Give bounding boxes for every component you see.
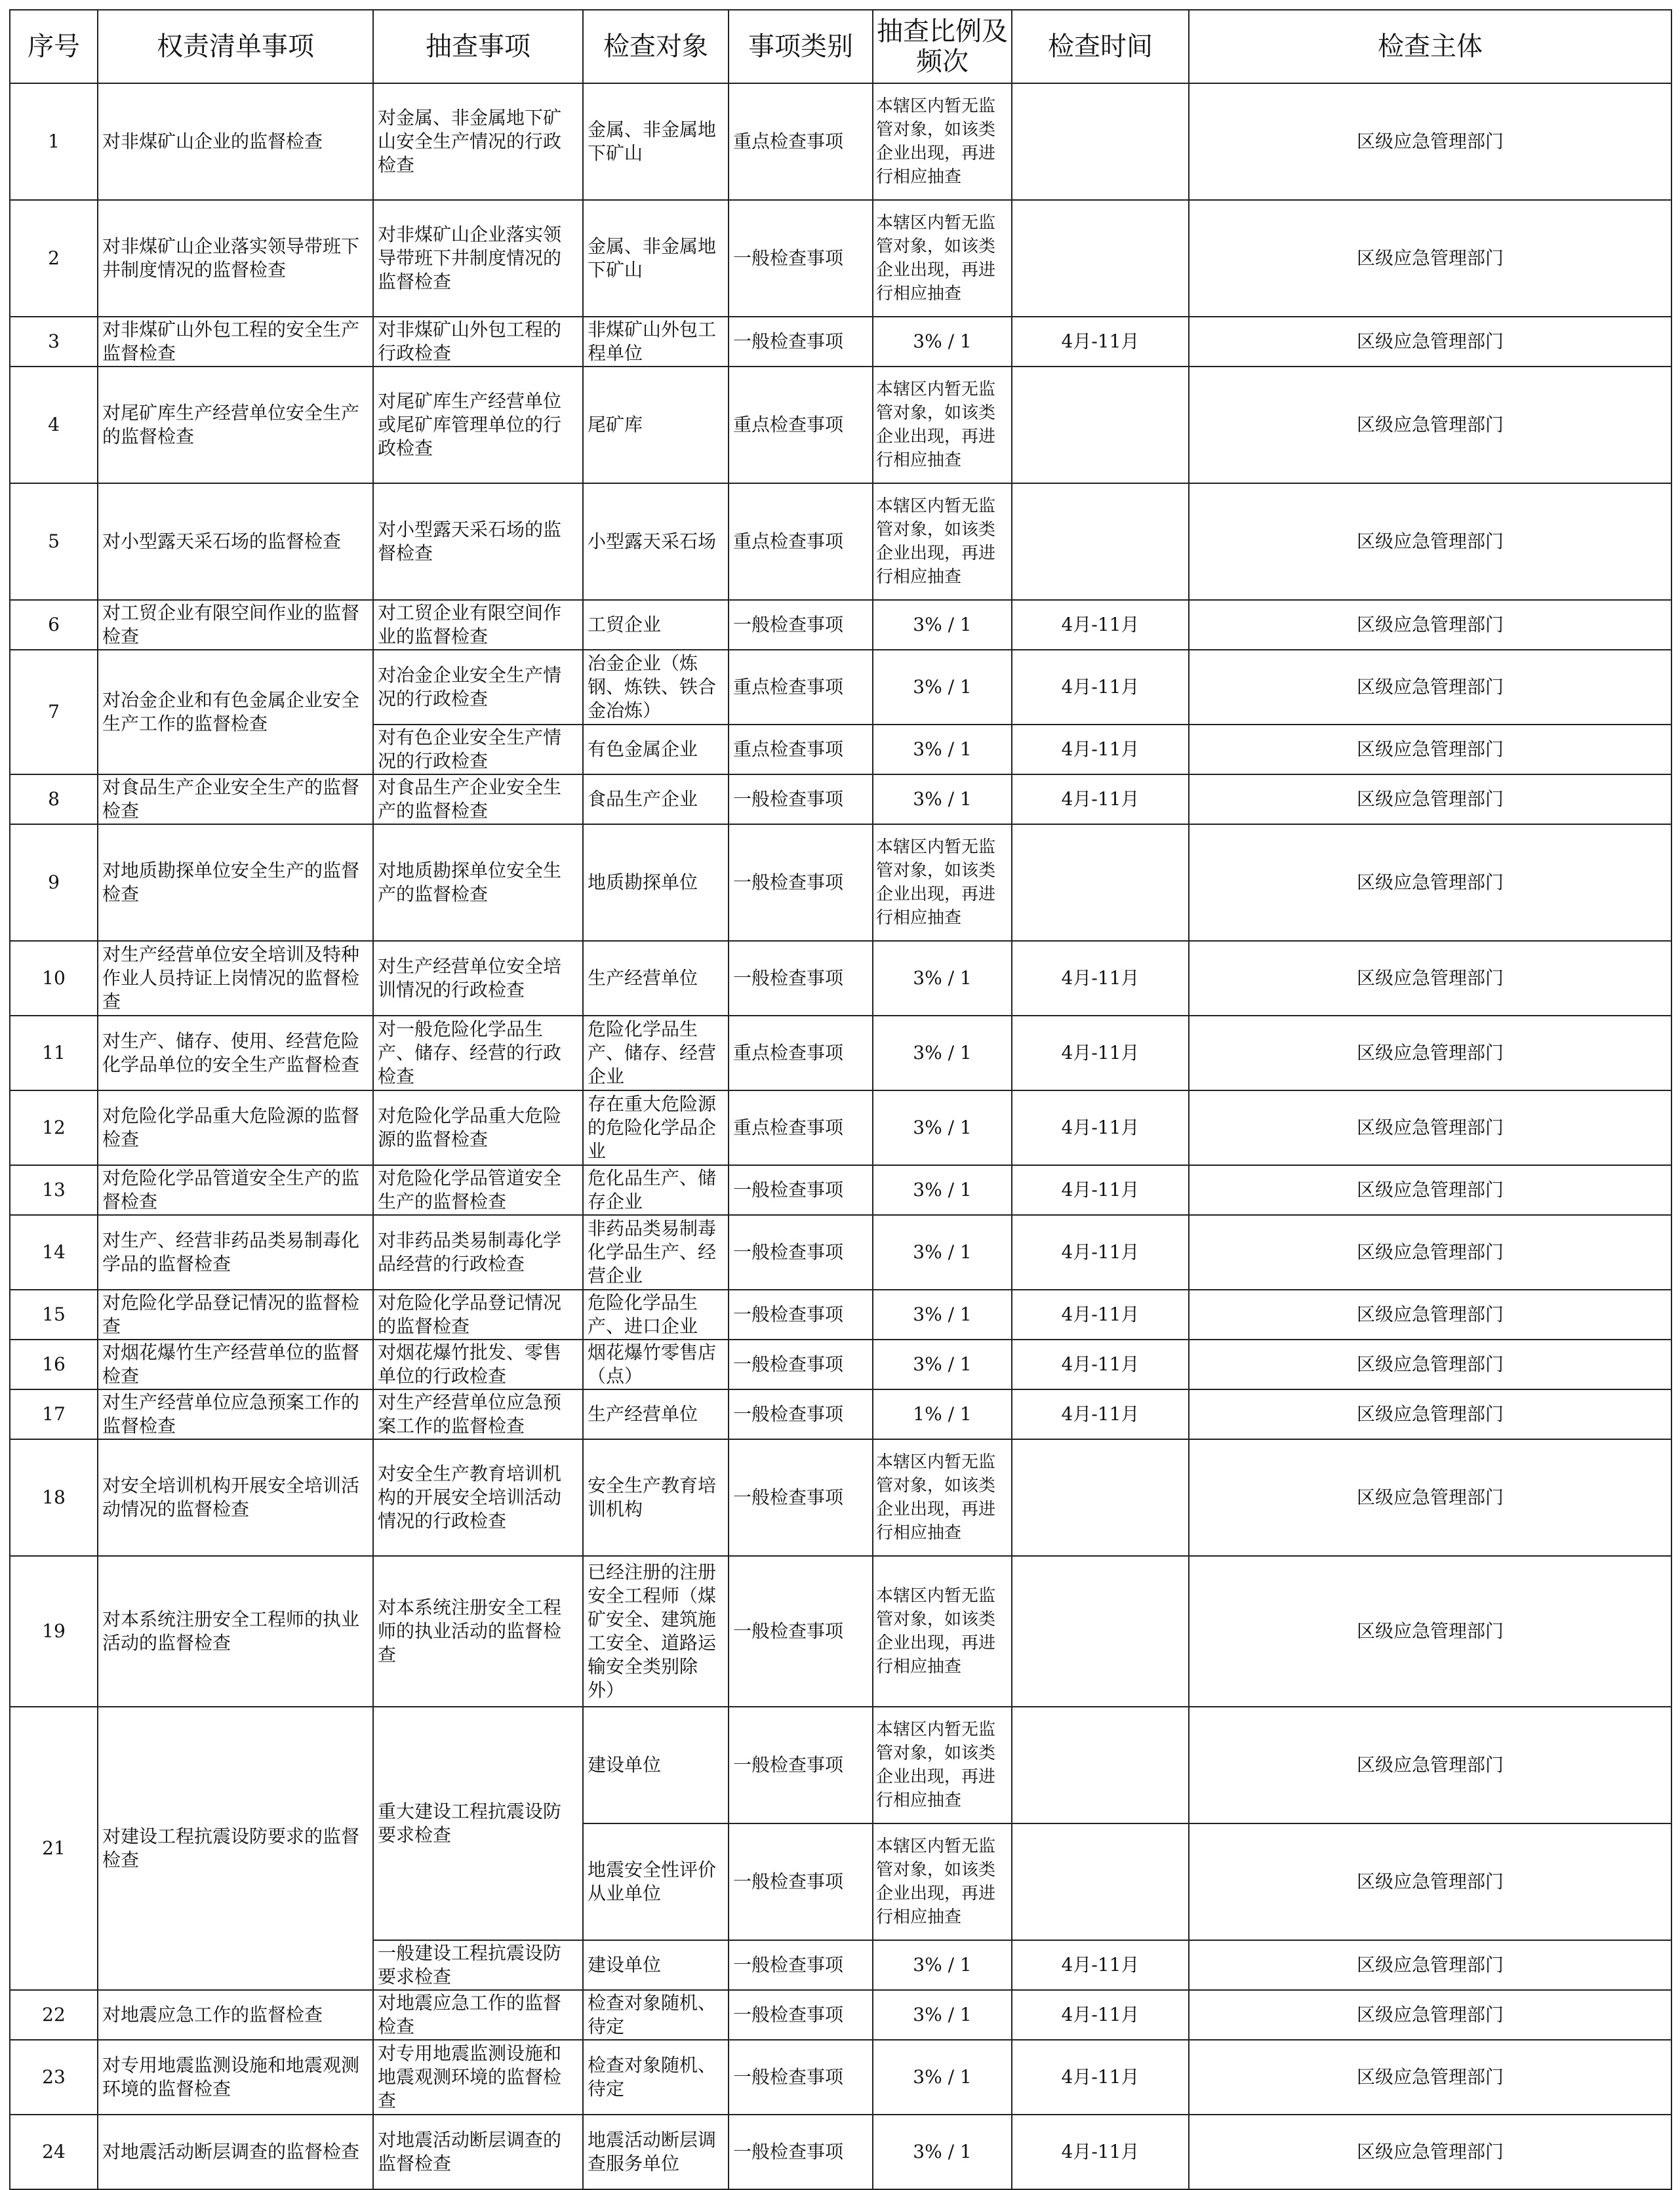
- cell-no: 2: [10, 200, 98, 317]
- cell-item: 对地质勘探单位安全生产的监督检查: [98, 824, 373, 941]
- cell-time: 4月-11月: [1012, 941, 1189, 1016]
- cell-category: 一般检查事项: [729, 1340, 873, 1389]
- cell-time: 4月-11月: [1012, 650, 1189, 725]
- cell-subject: 区级应急管理部门: [1189, 367, 1671, 483]
- cell-no: 14: [10, 1215, 98, 1290]
- cell-subject: 区级应急管理部门: [1189, 1340, 1671, 1389]
- cell-subject: 区级应急管理部门: [1189, 2115, 1671, 2189]
- cell-check: 对专用地震监测设施和地震观测环境的监督检查: [373, 2040, 583, 2115]
- cell-target: 已经注册的注册安全工程师（煤矿安全、建筑施工安全、道路运输安全类别除外）: [583, 1556, 729, 1707]
- cell-target: 检查对象随机、待定: [583, 1990, 729, 2040]
- cell-item: 对小型露天采石场的监督检查: [98, 483, 373, 600]
- cell-time: 4月-11月: [1012, 600, 1189, 650]
- cell-no: 12: [10, 1090, 98, 1165]
- cell-subject: 区级应急管理部门: [1189, 824, 1671, 941]
- cell-subject: 区级应急管理部门: [1189, 1389, 1671, 1439]
- table-row: [10, 367, 1671, 483]
- cell-ratio: 3% / 1: [873, 1016, 1012, 1090]
- cell-category: 重点检查事项: [729, 83, 873, 200]
- cell-check: 对生产经营单位应急预案工作的监督检查: [373, 1389, 583, 1439]
- inspection-list-sheet: [9, 9, 1671, 2190]
- cell-subject: 区级应急管理部门: [1189, 200, 1671, 317]
- table-row: [10, 1165, 1671, 1215]
- cell-subject: 区级应急管理部门: [1189, 1556, 1671, 1707]
- cell-ratio: 3% / 1: [873, 1990, 1012, 2040]
- cell-target: 地震安全性评价从业单位: [583, 1823, 729, 1940]
- cell-item: 对尾矿库生产经营单位安全生产的监督检查: [98, 367, 373, 483]
- cell-no: 24: [10, 2115, 98, 2189]
- cell-item: 对专用地震监测设施和地震观测环境的监督检查: [98, 2040, 373, 2115]
- cell-category: 一般检查事项: [729, 1439, 873, 1556]
- table-header-row: [10, 10, 1671, 83]
- cell-category: 一般检查事项: [729, 1707, 873, 1823]
- cell-time: 4月-11月: [1012, 774, 1189, 824]
- cell-category: 重点检查事项: [729, 650, 873, 725]
- cell-time: [1012, 367, 1189, 483]
- cell-category: 一般检查事项: [729, 1940, 873, 1990]
- cell-no: 16: [10, 1340, 98, 1389]
- cell-time: [1012, 1556, 1189, 1707]
- cell-time: [1012, 1823, 1189, 1940]
- cell-subject: 区级应急管理部门: [1189, 1016, 1671, 1090]
- cell-ratio: 本辖区内暂无监管对象，如该类企业出现，再进行相应抽查: [873, 367, 1012, 483]
- cell-check: 对本系统注册安全工程师的执业活动的监督检查: [373, 1556, 583, 1707]
- cell-item: 对本系统注册安全工程师的执业活动的监督检查: [98, 1556, 373, 1707]
- cell-category: 一般检查事项: [729, 200, 873, 317]
- inspection-table: [9, 9, 1672, 2190]
- cell-item: 对危险化学品登记情况的监督检查: [98, 1290, 373, 1340]
- table-row: [10, 1016, 1671, 1090]
- header-subject: 检查主体: [1189, 10, 1671, 83]
- cell-ratio: 3% / 1: [873, 941, 1012, 1016]
- cell-check: 对有色企业安全生产情况的行政检查: [373, 725, 583, 774]
- cell-check: 对危险化学品重大危险源的监督检查: [373, 1090, 583, 1165]
- cell-time: 4月-11月: [1012, 725, 1189, 774]
- cell-subject: 区级应急管理部门: [1189, 1439, 1671, 1556]
- cell-target: 安全生产教育培训机构: [583, 1439, 729, 1556]
- cell-check: 对危险化学品管道安全生产的监督检查: [373, 1165, 583, 1215]
- table-row: [10, 1707, 1671, 1823]
- cell-check: 对小型露天采石场的监督检查: [373, 483, 583, 600]
- cell-subject: 区级应急管理部门: [1189, 600, 1671, 650]
- cell-target: 危险化学品生产、储存、经营企业: [583, 1016, 729, 1090]
- cell-target: 有色金属企业: [583, 725, 729, 774]
- cell-time: 4月-11月: [1012, 1165, 1189, 1215]
- cell-no: 8: [10, 774, 98, 824]
- cell-subject: 区级应急管理部门: [1189, 483, 1671, 600]
- cell-subject: 区级应急管理部门: [1189, 1090, 1671, 1165]
- cell-category: 一般检查事项: [729, 2115, 873, 2189]
- cell-item: 对工贸企业有限空间作业的监督检查: [98, 600, 373, 650]
- cell-time: 4月-11月: [1012, 1990, 1189, 2040]
- cell-target: 金属、非金属地下矿山: [583, 200, 729, 317]
- cell-no: 3: [10, 317, 98, 367]
- cell-time: 4月-11月: [1012, 1290, 1189, 1340]
- cell-subject: 区级应急管理部门: [1189, 1290, 1671, 1340]
- cell-check: 对安全生产教育培训机构的开展安全培训活动情况的行政检查: [373, 1439, 583, 1556]
- header-time: 检查时间: [1012, 10, 1189, 83]
- cell-ratio: 3% / 1: [873, 1215, 1012, 1290]
- cell-ratio: 3% / 1: [873, 1165, 1012, 1215]
- cell-category: 一般检查事项: [729, 774, 873, 824]
- cell-no: 18: [10, 1439, 98, 1556]
- cell-target: 非煤矿山外包工程单位: [583, 317, 729, 367]
- cell-time: [1012, 1439, 1189, 1556]
- cell-no: 1: [10, 83, 98, 200]
- cell-check: 对危险化学品登记情况的监督检查: [373, 1290, 583, 1340]
- cell-target: 金属、非金属地下矿山: [583, 83, 729, 200]
- cell-item: 对生产、经营非药品类易制毒化学品的监督检查: [98, 1215, 373, 1290]
- cell-check: 对一般危险化学品生产、储存、经营的行政检查: [373, 1016, 583, 1090]
- cell-item: 对危险化学品重大危险源的监督检查: [98, 1090, 373, 1165]
- cell-ratio: 本辖区内暂无监管对象，如该类企业出现，再进行相应抽查: [873, 1556, 1012, 1707]
- table-row: [10, 200, 1671, 317]
- table-row: [10, 1290, 1671, 1340]
- cell-check: 对金属、非金属地下矿山安全生产情况的行政检查: [373, 83, 583, 200]
- cell-ratio: 3% / 1: [873, 1290, 1012, 1340]
- cell-subject: 区级应急管理部门: [1189, 725, 1671, 774]
- cell-check: 对尾矿库生产经营单位或尾矿库管理单位的行政检查: [373, 367, 583, 483]
- cell-ratio: 3% / 1: [873, 2040, 1012, 2115]
- cell-category: 一般检查事项: [729, 1389, 873, 1439]
- header-no: 序号: [10, 10, 98, 83]
- cell-item: 对非煤矿山企业的监督检查: [98, 83, 373, 200]
- cell-no: 17: [10, 1389, 98, 1439]
- cell-ratio: 本辖区内暂无监管对象，如该类企业出现，再进行相应抽查: [873, 824, 1012, 941]
- cell-ratio: 1% / 1: [873, 1389, 1012, 1439]
- cell-item: 对冶金企业和有色金属企业安全生产工作的监督检查: [98, 650, 373, 774]
- cell-item: 对危险化学品管道安全生产的监督检查: [98, 1165, 373, 1215]
- cell-target: 食品生产企业: [583, 774, 729, 824]
- cell-check: 对地质勘探单位安全生产的监督检查: [373, 824, 583, 941]
- cell-category: 重点检查事项: [729, 367, 873, 483]
- header-check: 抽查事项: [373, 10, 583, 83]
- cell-time: [1012, 1707, 1189, 1823]
- table-row: [10, 2115, 1671, 2189]
- cell-time: [1012, 483, 1189, 600]
- cell-category: 一般检查事项: [729, 1990, 873, 2040]
- cell-no: 4: [10, 367, 98, 483]
- cell-ratio: 本辖区内暂无监管对象，如该类企业出现，再进行相应抽查: [873, 83, 1012, 200]
- cell-no: 9: [10, 824, 98, 941]
- cell-item: 对非煤矿山外包工程的安全生产监督检查: [98, 317, 373, 367]
- table-row: [10, 2040, 1671, 2115]
- table-row: [10, 1389, 1671, 1439]
- cell-no: 19: [10, 1556, 98, 1707]
- cell-ratio: 3% / 1: [873, 1340, 1012, 1389]
- cell-subject: 区级应急管理部门: [1189, 1215, 1671, 1290]
- header-target: 检查对象: [583, 10, 729, 83]
- cell-no: 7: [10, 650, 98, 774]
- table-row: [10, 941, 1671, 1016]
- cell-no: 21: [10, 1707, 98, 1990]
- cell-ratio: 3% / 1: [873, 1090, 1012, 1165]
- cell-subject: 区级应急管理部门: [1189, 1990, 1671, 2040]
- cell-target: 地质勘探单位: [583, 824, 729, 941]
- table-row: [10, 483, 1671, 600]
- cell-target: 烟花爆竹零售店（点）: [583, 1340, 729, 1389]
- cell-target: 非药品类易制毒化学品生产、经营企业: [583, 1215, 729, 1290]
- cell-no: 10: [10, 941, 98, 1016]
- cell-check: 对生产经营单位安全培训情况的行政检查: [373, 941, 583, 1016]
- cell-target: 危化品生产、储存企业: [583, 1165, 729, 1215]
- cell-time: 4月-11月: [1012, 1389, 1189, 1439]
- cell-item: 对安全培训机构开展安全培训活动情况的监督检查: [98, 1439, 373, 1556]
- cell-ratio: 3% / 1: [873, 2115, 1012, 2189]
- cell-ratio: 3% / 1: [873, 650, 1012, 725]
- cell-ratio: 3% / 1: [873, 1940, 1012, 1990]
- cell-check: 对非煤矿山外包工程的行政检查: [373, 317, 583, 367]
- cell-target: 建设单位: [583, 1707, 729, 1823]
- cell-check: 对地震应急工作的监督检查: [373, 1990, 583, 2040]
- cell-check: 重大建设工程抗震设防要求检查: [373, 1707, 583, 1940]
- cell-item: 对生产、储存、使用、经营危险化学品单位的安全生产监督检查: [98, 1016, 373, 1090]
- cell-subject: 区级应急管理部门: [1189, 1940, 1671, 1990]
- cell-no: 6: [10, 600, 98, 650]
- cell-check: 对非煤矿山企业落实领导带班下井制度情况的监督检查: [373, 200, 583, 317]
- table-row: [10, 600, 1671, 650]
- cell-item: 对建设工程抗震设防要求的监督检查: [98, 1707, 373, 1990]
- cell-time: 4月-11月: [1012, 317, 1189, 367]
- cell-target: 地震活动断层调查服务单位: [583, 2115, 729, 2189]
- table-row: [10, 1215, 1671, 1290]
- cell-category: 一般检查事项: [729, 2040, 873, 2115]
- table-row: [10, 1340, 1671, 1389]
- cell-time: 4月-11月: [1012, 1016, 1189, 1090]
- cell-check: 对食品生产企业安全生产的监督检查: [373, 774, 583, 824]
- cell-no: 15: [10, 1290, 98, 1340]
- cell-ratio: 本辖区内暂无监管对象，如该类企业出现，再进行相应抽查: [873, 200, 1012, 317]
- cell-category: 一般检查事项: [729, 317, 873, 367]
- cell-item: 对地震应急工作的监督检查: [98, 1990, 373, 2040]
- cell-subject: 区级应急管理部门: [1189, 1707, 1671, 1823]
- cell-no: 5: [10, 483, 98, 600]
- cell-time: 4月-11月: [1012, 1090, 1189, 1165]
- cell-subject: 区级应急管理部门: [1189, 83, 1671, 200]
- cell-ratio: 3% / 1: [873, 317, 1012, 367]
- cell-ratio: 3% / 1: [873, 774, 1012, 824]
- cell-category: 一般检查事项: [729, 1823, 873, 1940]
- table-row: [10, 83, 1671, 200]
- cell-ratio: 3% / 1: [873, 725, 1012, 774]
- cell-target: 工贸企业: [583, 600, 729, 650]
- cell-category: 一般检查事项: [729, 600, 873, 650]
- cell-item: 对非煤矿山企业落实领导带班下井制度情况的监督检查: [98, 200, 373, 317]
- cell-ratio: 3% / 1: [873, 600, 1012, 650]
- cell-time: 4月-11月: [1012, 1215, 1189, 1290]
- header-item: 权责清单事项: [98, 10, 373, 83]
- cell-time: 4月-11月: [1012, 1940, 1189, 1990]
- cell-ratio: 本辖区内暂无监管对象，如该类企业出现，再进行相应抽查: [873, 1439, 1012, 1556]
- cell-category: 一般检查事项: [729, 1215, 873, 1290]
- cell-subject: 区级应急管理部门: [1189, 317, 1671, 367]
- cell-category: 一般检查事项: [729, 1165, 873, 1215]
- cell-no: 11: [10, 1016, 98, 1090]
- cell-category: 重点检查事项: [729, 725, 873, 774]
- cell-subject: 区级应急管理部门: [1189, 941, 1671, 1016]
- cell-target: 建设单位: [583, 1940, 729, 1990]
- table-row: [10, 650, 1671, 725]
- cell-category: 重点检查事项: [729, 1090, 873, 1165]
- cell-category: 一般检查事项: [729, 1556, 873, 1707]
- cell-time: [1012, 824, 1189, 941]
- cell-item: 对烟花爆竹生产经营单位的监督检查: [98, 1340, 373, 1389]
- cell-check: 对工贸企业有限空间作业的监督检查: [373, 600, 583, 650]
- cell-target: 生产经营单位: [583, 1389, 729, 1439]
- table-row: [10, 774, 1671, 824]
- cell-subject: 区级应急管理部门: [1189, 1165, 1671, 1215]
- table-row: [10, 1090, 1671, 1165]
- header-ratio: 抽查比例及频次: [873, 10, 1012, 83]
- cell-check: 对地震活动断层调查的监督检查: [373, 2115, 583, 2189]
- cell-item: 对食品生产企业安全生产的监督检查: [98, 774, 373, 824]
- cell-check: 一般建设工程抗震设防要求检查: [373, 1940, 583, 1990]
- cell-check: 对冶金企业安全生产情况的行政检查: [373, 650, 583, 725]
- table-row: [10, 824, 1671, 941]
- cell-target: 存在重大危险源的危险化学品企业: [583, 1090, 729, 1165]
- cell-category: 一般检查事项: [729, 1290, 873, 1340]
- cell-category: 重点检查事项: [729, 1016, 873, 1090]
- cell-subject: 区级应急管理部门: [1189, 1823, 1671, 1940]
- cell-ratio: 本辖区内暂无监管对象，如该类企业出现，再进行相应抽查: [873, 483, 1012, 600]
- cell-time: [1012, 200, 1189, 317]
- cell-no: 23: [10, 2040, 98, 2115]
- table-row: [10, 1556, 1671, 1707]
- cell-no: 22: [10, 1990, 98, 2040]
- cell-target: 生产经营单位: [583, 941, 729, 1016]
- header-category: 事项类别: [729, 10, 873, 83]
- cell-target: 冶金企业（炼钢、炼铁、铁合金冶炼）: [583, 650, 729, 725]
- table-row: [10, 1990, 1671, 2040]
- cell-check: 对烟花爆竹批发、零售单位的行政检查: [373, 1340, 583, 1389]
- table-row: [10, 1439, 1671, 1556]
- cell-target: 尾矿库: [583, 367, 729, 483]
- cell-item: 对生产经营单位安全培训及特种作业人员持证上岗情况的监督检查: [98, 941, 373, 1016]
- cell-target: 小型露天采石场: [583, 483, 729, 600]
- cell-subject: 区级应急管理部门: [1189, 650, 1671, 725]
- cell-ratio: 本辖区内暂无监管对象，如该类企业出现，再进行相应抽查: [873, 1707, 1012, 1823]
- cell-no: 13: [10, 1165, 98, 1215]
- cell-ratio: 本辖区内暂无监管对象，如该类企业出现，再进行相应抽查: [873, 1823, 1012, 1940]
- cell-subject: 区级应急管理部门: [1189, 2040, 1671, 2115]
- cell-target: 危险化学品生产、进口企业: [583, 1290, 729, 1340]
- cell-time: [1012, 83, 1189, 200]
- cell-item: 对地震活动断层调查的监督检查: [98, 2115, 373, 2189]
- cell-time: 4月-11月: [1012, 2040, 1189, 2115]
- cell-category: 重点检查事项: [729, 483, 873, 600]
- cell-target: 检查对象随机、待定: [583, 2040, 729, 2115]
- cell-check: 对非药品类易制毒化学品经营的行政检查: [373, 1215, 583, 1290]
- cell-category: 一般检查事项: [729, 824, 873, 941]
- cell-subject: 区级应急管理部门: [1189, 774, 1671, 824]
- table-row: [10, 317, 1671, 367]
- cell-category: 一般检查事项: [729, 941, 873, 1016]
- cell-time: 4月-11月: [1012, 1340, 1189, 1389]
- cell-item: 对生产经营单位应急预案工作的监督检查: [98, 1389, 373, 1439]
- cell-time: 4月-11月: [1012, 2115, 1189, 2189]
